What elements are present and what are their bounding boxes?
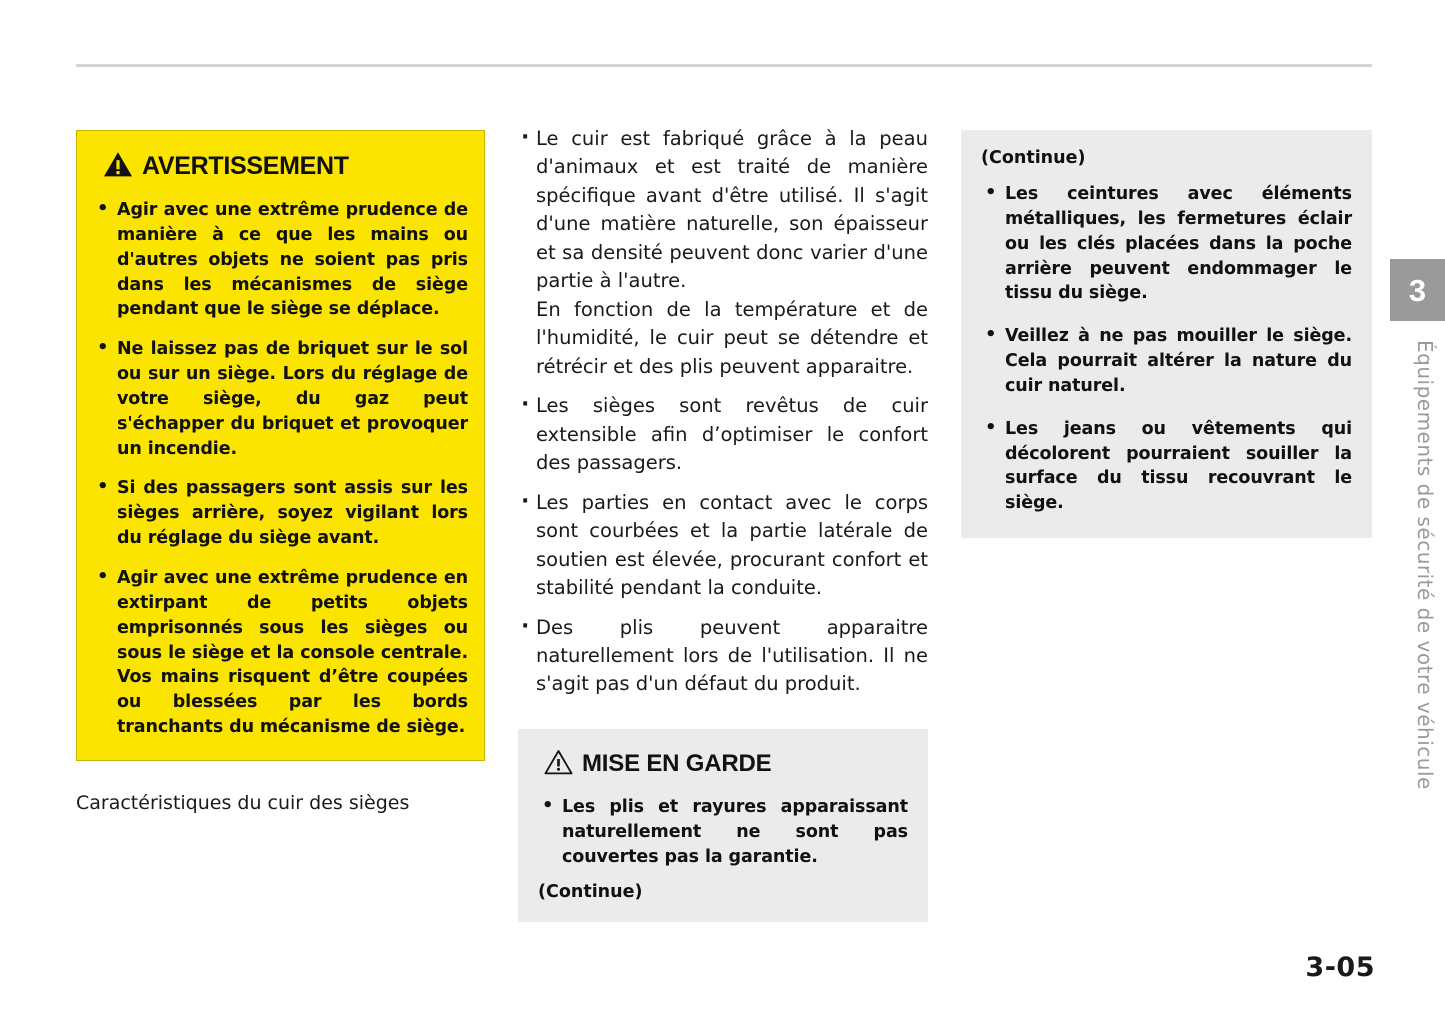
body-bullet-item bbox=[518, 489, 928, 603]
continue-bullet-item: • Les jeans ou vêtements qui décolorent pourraient souiller la surface du tissu recouvrant le siège. bbox=[981, 417, 1352, 516]
caution-bullet-list bbox=[538, 795, 908, 870]
warning-bullet-list bbox=[93, 198, 468, 740]
left-column bbox=[76, 130, 486, 814]
warning-triangle-filled-icon bbox=[103, 151, 133, 182]
middle-column bbox=[518, 125, 928, 922]
warning-heading-row bbox=[103, 151, 468, 182]
body-paragraph: · Les sièges sont revêtus de cuir extensible afin d’optimiser le confort des passagers. bbox=[536, 394, 928, 475]
caution-continue-label: (Continue) bbox=[538, 882, 643, 903]
page-number: 3-05 bbox=[1305, 952, 1375, 983]
right-column bbox=[961, 130, 1372, 538]
body-bullet-item bbox=[518, 125, 928, 381]
continue-label: (Continue) bbox=[981, 148, 1086, 168]
body-paragraph: · Les parties en contact avec le corps sont courbées et la partie latérale de soutien est élevée, procurant confort et stabilité pendant la conduite. bbox=[536, 490, 928, 600]
continue-bullet-item: • Veillez à ne pas mouiller le siège. Cela pourrait altérer la nature du cuir naturel. bbox=[981, 324, 1352, 399]
chapter-title-vertical: Équipements de sécurité de votre véhicule bbox=[1413, 340, 1437, 790]
body-paragraph: · Des plis peuvent apparaitre naturellement lors de l'utilisation. Il ne s'agit pas d'un défaut du produit. bbox=[536, 615, 928, 696]
body-bullet-list bbox=[518, 125, 928, 699]
caution-callout-box bbox=[518, 729, 928, 923]
warning-bullet-item: • Si des passagers sont assis sur les sièges arrière, soyez vigilant lors du réglage du siège avant. bbox=[93, 476, 468, 551]
continue-callout-box bbox=[961, 130, 1372, 538]
body-bullet-item bbox=[518, 392, 928, 477]
caution-bullet-item: • Les plis et rayures apparaissant naturellement ne sont pas couvertes pas la garantie. bbox=[538, 795, 908, 870]
warning-bullet-item: • Agir avec une extrême prudence en extirpant de petits objets emprisonnés sous les sièges ou sous le siège et la console centrale. Vos mains risquent d’être coupées ou blessées par les bords tranchants du mécanisme de siège. bbox=[93, 566, 468, 740]
body-paragraph: En fonction de la température et de l'humidité, le cuir peut se détendre et rétrécir et des plis peuvent apparaitre. bbox=[536, 297, 928, 378]
section-caption: Caractéristiques du cuir des sièges bbox=[76, 791, 410, 814]
caution-heading-row bbox=[544, 749, 908, 779]
chapter-tab bbox=[1390, 259, 1445, 321]
warning-callout-box bbox=[76, 130, 485, 761]
warning-triangle-outline-icon bbox=[544, 749, 573, 779]
warning-heading-text: AVERTISSEMENT bbox=[142, 152, 349, 180]
caution-heading-text: MISE EN GARDE bbox=[582, 749, 772, 777]
header-divider bbox=[76, 64, 1372, 67]
chapter-number: 3 bbox=[1408, 272, 1427, 308]
body-bullet-item bbox=[518, 614, 928, 699]
warning-bullet-item: • Ne laissez pas de briquet sur le sol ou sur un siège. Lors du réglage de votre siège, du gaz peut s'échapper du briquet et provoquer un incendie. bbox=[93, 337, 468, 461]
body-paragraph: · Le cuir est fabriqué grâce à la peau d'animaux et est traité de manière spécifique avant d'être utilisé. Il s'agit d'une matière naturelle, son épaisseur et sa densité peuvent donc varier d'une partie à l'autre. bbox=[536, 127, 928, 293]
continue-bullet-item: • Les ceintures avec éléments métalliques, les fermetures éclair ou les clés placées dans la poche arrière peuvent endommager le tissu du siège. bbox=[981, 182, 1352, 306]
warning-bullet-item: • Agir avec une extrême prudence de manière à ce que les mains ou d'autres objets ne soient pas pris dans les mécanismes de siège pendant que le siège se déplace. bbox=[93, 198, 468, 322]
continue-bullet-list bbox=[981, 182, 1352, 516]
